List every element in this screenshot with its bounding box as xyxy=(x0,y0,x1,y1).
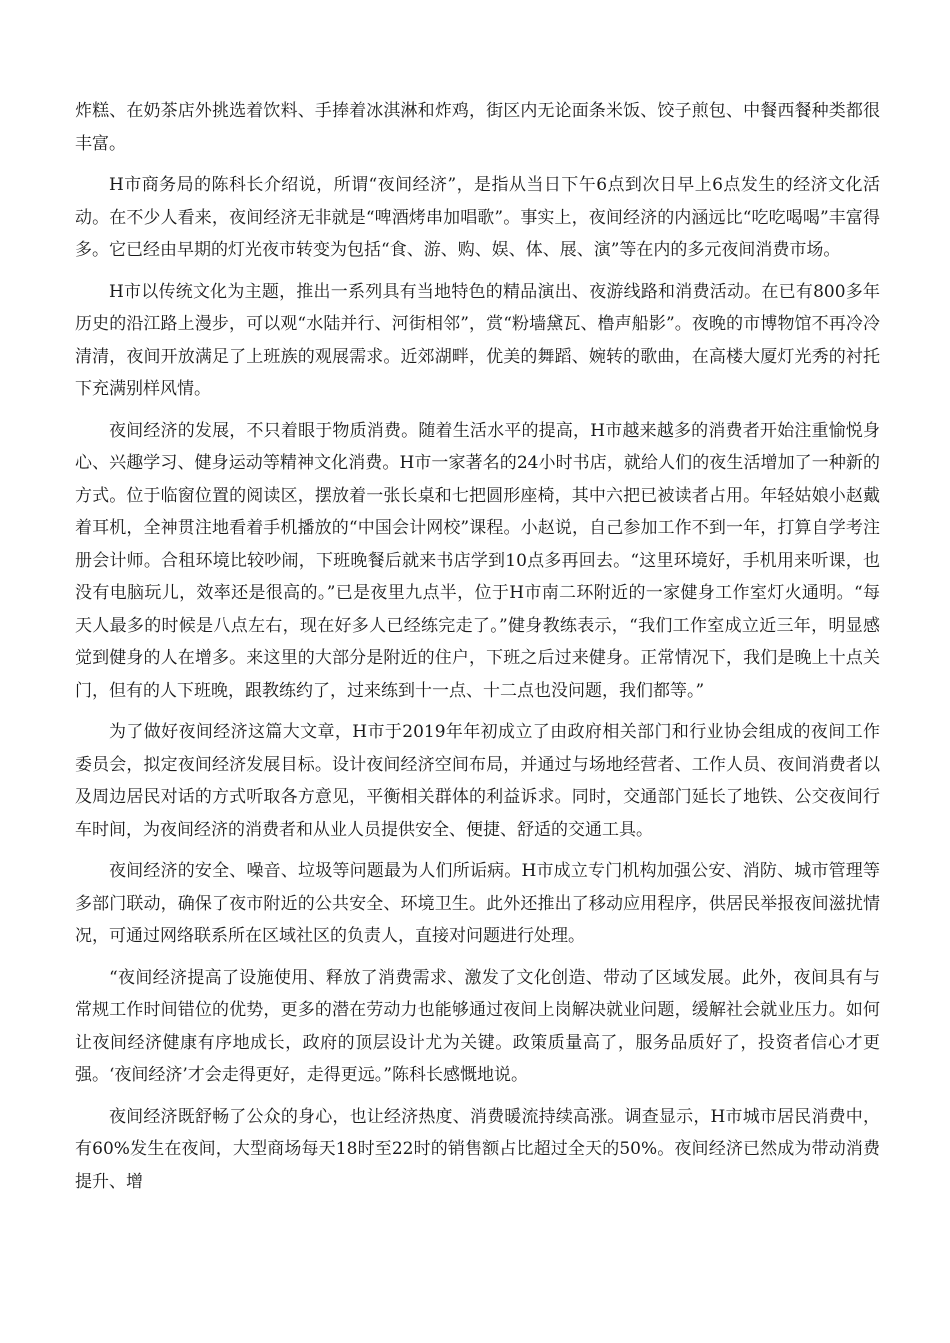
article-body xyxy=(75,95,880,1207)
paragraph-2: H市商务局的陈科长介绍说，所谓“夜间经济”，是指从当日下午6点到次日早上6点发生的经济文化活动。在不少人看来，夜间经济无非就是“啤酒烤串加唱歌”。事实上，夜间经济的内涵远比“吃吃喝喝”丰富得多。它已经由早期的灯光夜市转变为包括“食、游、购、娱、体、展、演”等在内的多元夜间消费市场。 xyxy=(75,175,880,260)
paragraph-8: 夜间经济既舒畅了公众的身心，也让经济热度、消费暖流持续高涨。调查显示，H市城市居民消费中，有60%发生在夜间，大型商场每天18时至22时的销售额占比超过全天的50%。夜间经济已然成为带动消费提升、增 xyxy=(75,1106,880,1192)
paragraph-5: 为了做好夜间经济这篇大文章，H市于2019年年初成立了由政府相关部门和行业协会组成的夜间工作委员会，拟定夜间经济发展目标。设计夜间经济空间布局，并通过与场地经营者、工作人员、夜间消费者以及周边居民对话的方式听取各方意见，平衡相关群体的利益诉求。同时，交通部门延长了地铁、公交夜间行车时间，为夜间经济的消费者和从业人员提供安全、便捷、舒适的交通工具。 xyxy=(75,722,880,840)
paragraph-4: 夜间经济的发展，不只着眼于物质消费。随着生活水平的提高，H市越来越多的消费者开始注重愉悦身心、兴趣学习、健身运动等精神文化消费。H市一家著名的24小时书店，就给人们的夜生活增加了一种新的方式。位于临窗位置的阅读区，摆放着一张长桌和七把圆形座椅，其中六把已被读者占用。年轻姑娘小赵戴着耳机，全神贯注地看着手机播放的“中国会计网校”课程。小赵说，自己参加工作不到一年，打算自学考注册会计师。合租环境比较吵闹，下班晚餐后就来书店学到10点多再回去。“这里环境好，手机用来听课，也没有电脑玩儿，效率还是很高的。”已是夜里九点半，位于H市南二环附近的一家健身工作室灯火通明。“每天人最多的时候是八点左右，现在好多人已经练完走了。”健身教练表示，“我们工作室成立近三年，明显感觉到健身的人在增多。来这里的大部分是附近的住户，下班之后过来健身。正常情况下，我们是晚上十点关门，但有的人下班晚，跟教练约了，过来练到十一点、十二点也没问题，我们都等。” xyxy=(75,420,880,701)
paragraph-7: “夜间经济提高了设施使用、释放了消费需求、激发了文化创造、带动了区域发展。此外，夜间具有与常规工作时间错位的优势，更多的潜在劳动力也能够通过夜间上岗解决就业问题，缓解社会就业压力。如何让夜间经济健康有序地成长，政府的顶层设计尤为关键。政策质量高了，服务品质好了，投资者信心才更强。‘夜间经济’才会走得更好，走得更远。”陈科长感慨地说。 xyxy=(75,967,880,1085)
paragraph-3: H市以传统文化为主题，推出一系列具有当地特色的精品演出、夜游线路和消费活动。在已有800多年历史的沿江路上漫步，可以观“水陆并行、河街相邻”，赏“粉墙黛瓦、橹声船影”。夜晚的市博物馆不再冷冷清清，夜间开放满足了上班族的观展需求。近郊湖畔，优美的舞蹈、婉转的歌曲，在高楼大厦灯光秀的衬托下充满别样风情。 xyxy=(75,281,880,399)
paragraph-1: 炸糕、在奶茶店外挑选着饮料、手捧着冰淇淋和炸鸡，街区内无论面条米饭、饺子煎包、中餐西餐种类都很丰富。 xyxy=(75,101,880,154)
paragraph-6: 夜间经济的安全、噪音、垃圾等问题最为人们所诟病。H市成立专门机构加强公安、消防、城市管理等多部门联动，确保了夜市附近的公共安全、环境卫生。此外还推出了移动应用程序，供居民举报夜间滋扰情况，可通过网络联系所在区域社区的负责人，直接对问题进行处理。 xyxy=(75,861,880,946)
